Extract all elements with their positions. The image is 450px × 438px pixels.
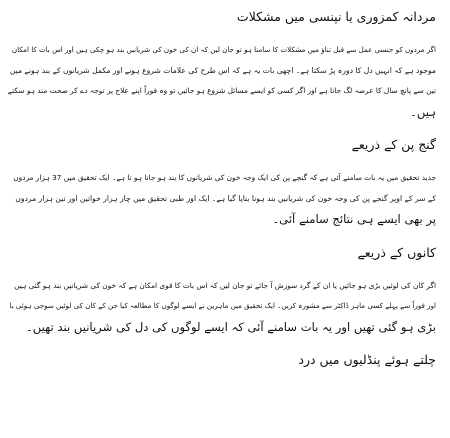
paragraph-line: کے سر کے اوپر گنجے پن کی وجہ خون کی شریانیں بند ہونا بتایا گیا ہے۔ ایک اور طبی تحقیق میں چار ہزار خواتین اور تین ہزار مردوں (15, 193, 436, 203)
intro-line: ہیں۔ (410, 104, 436, 119)
intro-line: موجود ہے کہ انہیں دل کا دورہ پڑ سکتا ہے۔ اچھی بات یہ ہے کہ اس طرح کی علامات شروع ہونے اور مکمل شریانوں کے بند ہونے میں (9, 65, 436, 75)
intro-line: اگر مردوں کو جنسی عمل سے قبل تناؤ میں مشکلات کا سامنا ہو تو جان لیں کہ ان کی خون کی شریانیں بند ہو چکی ہیں اور اس بات کا امکان (11, 45, 436, 54)
paragraph-line: پر بھی ایسے ہی نتائج سامنے آئی۔ (272, 212, 436, 226)
section-heading-baldness: گنج پن کے ذریعے (351, 137, 436, 152)
intro-line: تین سے پانچ سال کا عرصہ لگ جاتا ہے اور اگر کسی کو ایسے مسائل شروع ہو جائیں تو وہ فوراً اپنے علاج پر توجہ دے کر صحت مند ہو سکتے (7, 86, 436, 95)
paragraph-line: جدید تحقیق میں یہ بات سامنے آئی ہے کہ گنجے پن کی ایک وجہ خون کی شریانوں کا بند ہو جانا ہو تا ہے۔ ایک تحقیق میں 37 ہزار مردوں (13, 173, 436, 182)
section-heading-ears: کانوں کے ذریعے (357, 244, 436, 260)
article-title: مردانہ کمزوری یا نپنسی میں مشکلات (236, 9, 436, 24)
ears-paragraph (8, 276, 436, 338)
intro-paragraph (8, 40, 436, 122)
paragraph-line: بڑی ہو گئی تھیں اور یہ بات سامنے آئی کہ ایسے لوگوں کی دل کی شریانیں بند تھیں۔ (26, 319, 436, 334)
paragraph-line: اور فوراً سے پہلے کسی ماہر ڈاکٹر سے مشورہ کریں۔ ایک تحقیق میں ماہرین نے ایسے لوگوں کا مطالعہ کیا جن کے کان کی لوئیں سوجی ہوئی یا (9, 301, 436, 310)
baldness-paragraph (8, 168, 436, 230)
paragraph-line: اگر کان کی لوئیں بڑی ہو جائیں یا ان کے گرد سوزش آ جائے تو جان لیں کہ اس بات کا قوی امکان ہے کہ خون کی شریانیں بند ہو گئی ہیں (14, 280, 436, 290)
section-heading-calf-pain: چلتے ہوئے پنڈلیوں میں درد (298, 352, 436, 367)
